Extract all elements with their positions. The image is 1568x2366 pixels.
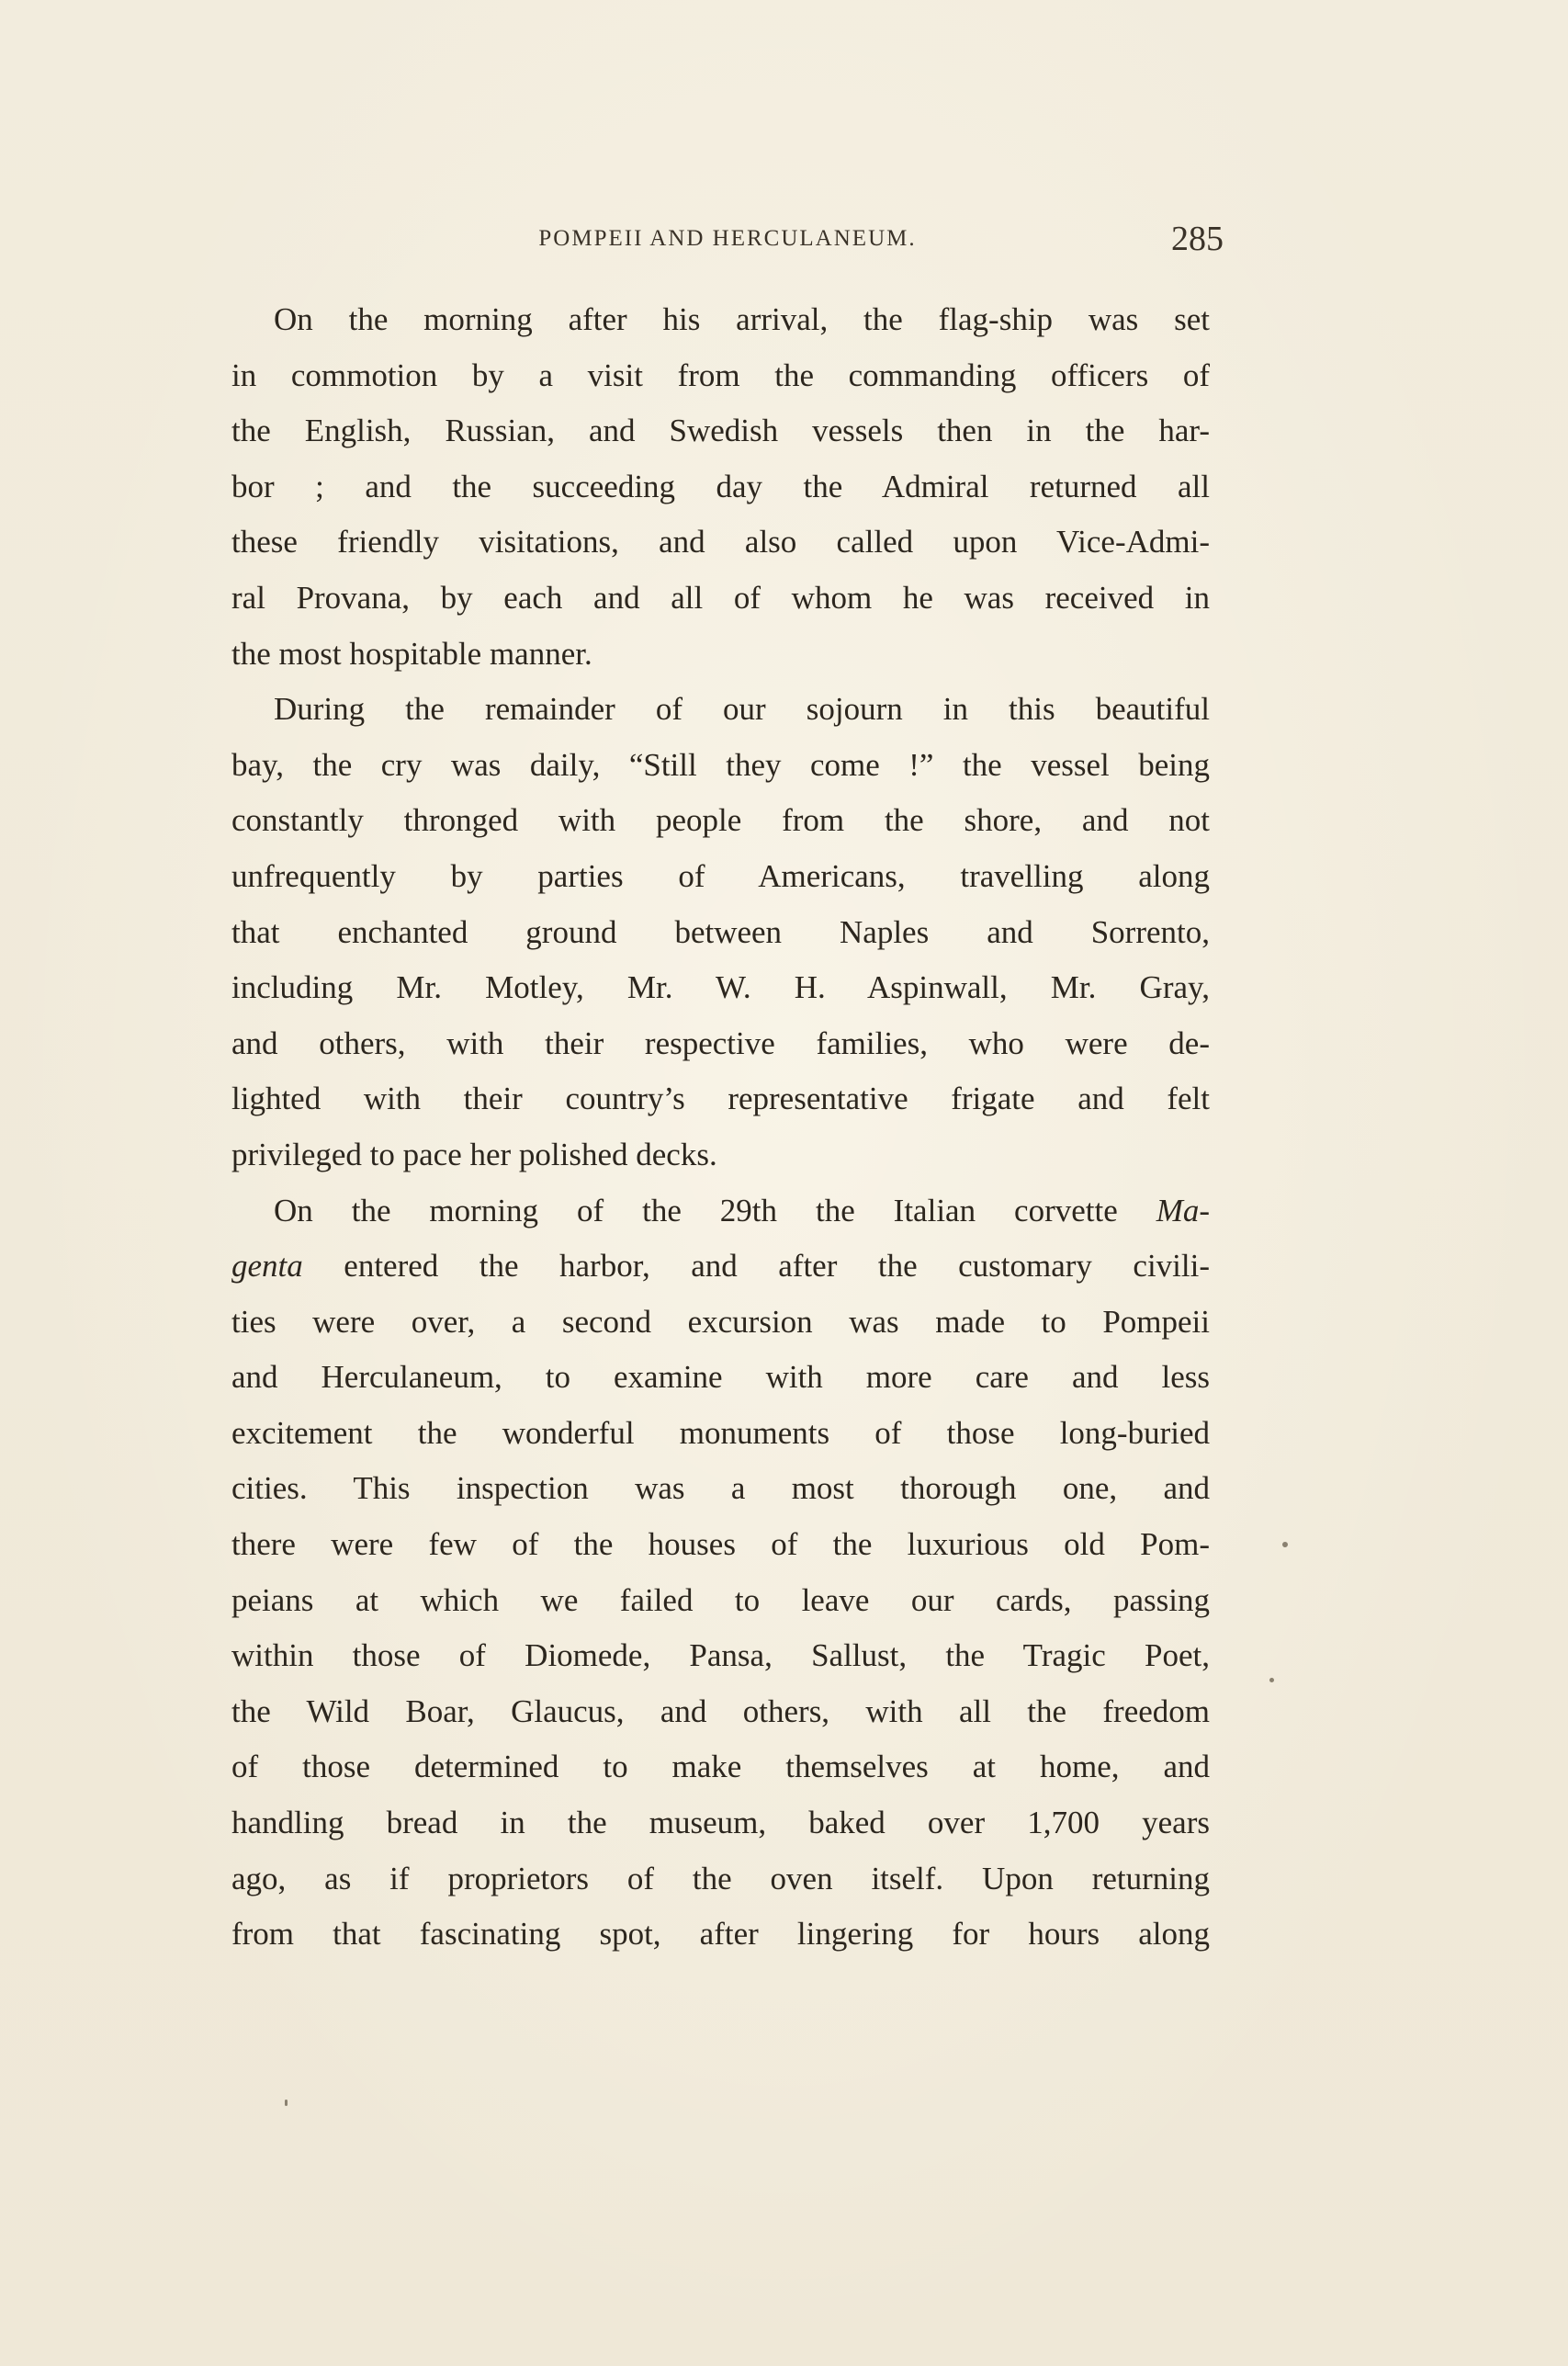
text-line: of those determined to make themselves at home, and: [231, 1749, 1210, 1785]
text-line: excitement the wonderful monuments of those long-buried: [231, 1414, 1210, 1451]
text-line: constantly thronged with people from the shore, and not: [231, 802, 1210, 839]
paper-speck: [1282, 1542, 1288, 1547]
text-line: lighted with their country’s representative frigate and felt: [231, 1081, 1210, 1117]
text-line: On the morning after his arrival, the flag-ship was set: [274, 301, 1210, 337]
paper-speck: [1269, 1678, 1274, 1682]
text-line: the most hospitable manner.: [231, 635, 592, 672]
italic-ship-name: Ma-: [1156, 1192, 1211, 1228]
text-line: within those of Diomede, Pansa, Sallust, the Tragic Poet,: [231, 1637, 1210, 1674]
text-line: During the remainder of our sojourn in this beautiful: [274, 691, 1210, 728]
text-line: these friendly visitations, and also called upon Vice-Admi-: [231, 524, 1210, 560]
text-line: the Wild Boar, Glaucus, and others, with all the freedom: [231, 1692, 1210, 1729]
text-segment: entered the harbor, and after the customary civili-: [344, 1248, 1211, 1285]
text-line: from that fascinating spot, after lingering for hours along: [231, 1916, 1210, 1953]
text-line: there were few of the houses of the luxurious old Pom-: [231, 1526, 1210, 1563]
text-line: ties were over, a second excursion was made to Pompeii: [231, 1303, 1210, 1340]
text-line: the English, Russian, and Swedish vessels then in the har-: [231, 413, 1210, 449]
text-line: and others, with their respective families, who were de-: [231, 1025, 1210, 1061]
text-line: [231, 1239, 1210, 1295]
paper-speck: [285, 2100, 288, 2106]
italic-ship-name: genta: [231, 1248, 303, 1285]
text-line: bay, the cry was daily, “Still they come !” the vessel being: [231, 746, 1210, 783]
text-segment: On the morning of the 29th the Italian corvette: [274, 1192, 1118, 1228]
text-line: bor ; and the succeeding day the Admiral returned all: [231, 468, 1210, 504]
text-line: ago, as if proprietors of the oven itself. Upon returning: [231, 1860, 1210, 1896]
running-title: POMPEII AND HERCULANEUM.: [538, 226, 917, 251]
text-line: and Herculaneum, to examine with more care and less: [231, 1359, 1210, 1396]
text-line: peians at which we failed to leave our cards, passing: [231, 1581, 1210, 1618]
running-head: [231, 219, 1224, 259]
page-number: 285: [1171, 220, 1224, 258]
text-line: in commotion by a visit from the commanding officers of: [231, 357, 1210, 393]
text-line: [231, 1183, 1210, 1240]
text-line: handling bread in the museum, baked over 1,700 years: [231, 1805, 1210, 1841]
text-line: including Mr. Motley, Mr. W. H. Aspinwall, Mr. Gray,: [231, 969, 1210, 1006]
text-line: privileged to pace her polished decks.: [231, 1136, 717, 1172]
text-line: ral Provana, by each and all of whom he was received in: [231, 579, 1210, 616]
text-line: that enchanted ground between Naples and Sorrento,: [231, 913, 1210, 950]
text-line: unfrequently by parties of Americans, travelling along: [231, 857, 1210, 894]
body-text: [231, 292, 1210, 1963]
text-line: cities. This inspection was a most thorough one, and: [231, 1470, 1210, 1507]
